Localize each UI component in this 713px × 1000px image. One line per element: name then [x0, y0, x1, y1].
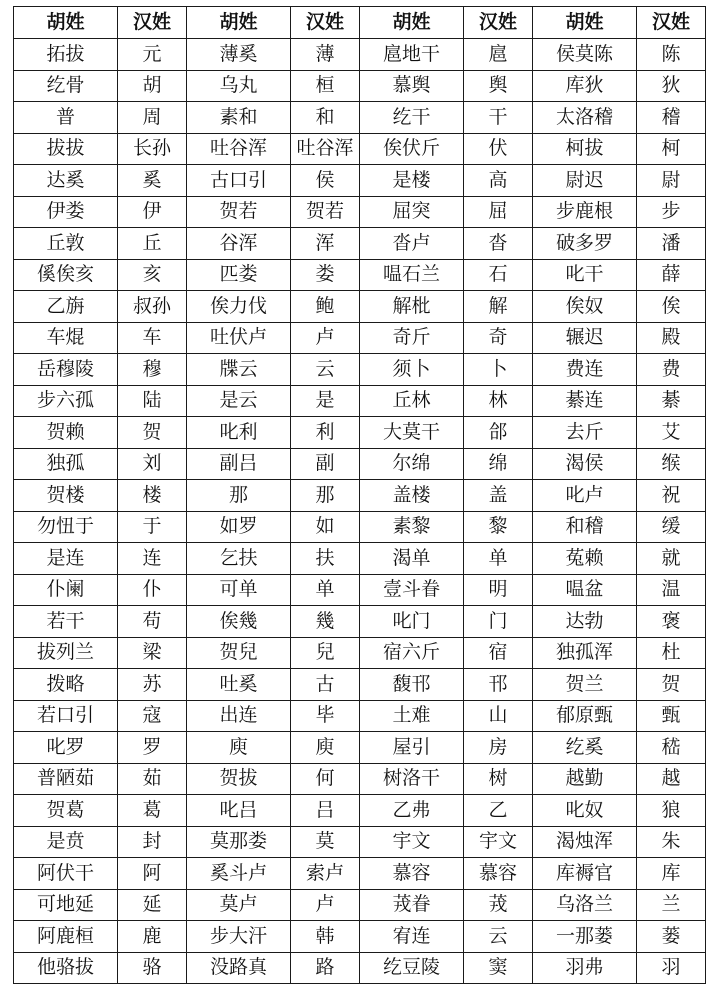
hu-surname-cell: 步大汗	[187, 921, 291, 953]
han-surname-cell: 罗	[118, 732, 187, 764]
header-hu-surname: 胡姓	[533, 7, 637, 39]
hu-surname-cell: 庾	[187, 732, 291, 764]
han-surname-cell: 兰	[637, 889, 706, 921]
hu-surname-cell: 渴侯	[533, 448, 637, 480]
header-row	[14, 7, 706, 39]
hu-surname-cell: 费连	[533, 354, 637, 386]
hu-surname-cell: 库褥官	[533, 858, 637, 890]
hu-surname-cell: 素和	[187, 102, 291, 134]
hu-surname-cell: 贺赖	[14, 417, 118, 449]
header-han-surname: 汉姓	[291, 7, 360, 39]
han-surname-cell: 苟	[118, 606, 187, 638]
han-surname-cell: 于	[118, 511, 187, 543]
hu-surname-cell: 丘敦	[14, 228, 118, 260]
han-surname-cell: 仆	[118, 574, 187, 606]
han-surname-cell: 叔孙	[118, 291, 187, 323]
hu-surname-cell: 拨略	[14, 669, 118, 701]
hu-surname-cell: 俟奴	[533, 291, 637, 323]
han-surname-cell: 盖	[464, 480, 533, 512]
hu-surname-cell: 步六孤	[14, 385, 118, 417]
han-surname-cell: 杜	[637, 637, 706, 669]
surname-table	[13, 6, 706, 984]
hu-surname-cell: 是连	[14, 543, 118, 575]
han-surname-cell: 屈	[464, 196, 533, 228]
han-surname-cell: 车	[118, 322, 187, 354]
hu-surname-cell: 乌洛兰	[533, 889, 637, 921]
han-surname-cell: 薛	[637, 259, 706, 291]
hu-surname-cell: 贺兒	[187, 637, 291, 669]
han-surname-cell: 窦	[464, 952, 533, 984]
han-surname-cell: 解	[464, 291, 533, 323]
han-surname-cell: 褒	[637, 606, 706, 638]
han-surname-cell: 陈	[637, 39, 706, 71]
han-surname-cell: 丘	[118, 228, 187, 260]
hu-surname-cell: 俟伏斤	[360, 133, 464, 165]
han-surname-cell: 温	[637, 574, 706, 606]
han-surname-cell: 沓	[464, 228, 533, 260]
han-surname-cell: 费	[637, 354, 706, 386]
hu-surname-cell: 普	[14, 102, 118, 134]
han-surname-cell: 艾	[637, 417, 706, 449]
han-surname-cell: 宿	[464, 637, 533, 669]
hu-surname-cell: 宇文	[360, 826, 464, 858]
hu-surname-cell: 是贲	[14, 826, 118, 858]
hu-surname-cell: 谷浑	[187, 228, 291, 260]
hu-surname-cell: 壹斗眷	[360, 574, 464, 606]
han-surname-cell: 俟	[637, 291, 706, 323]
han-surname-cell: 云	[291, 354, 360, 386]
hu-surname-cell: 库狄	[533, 70, 637, 102]
han-surname-cell: 延	[118, 889, 187, 921]
hu-surname-cell: 车焜	[14, 322, 118, 354]
hu-surname-cell: 薄奚	[187, 39, 291, 71]
han-surname-cell: 房	[464, 732, 533, 764]
hu-surname-cell: 渴烛浑	[533, 826, 637, 858]
han-surname-cell: 是	[291, 385, 360, 417]
han-surname-cell: 贺	[118, 417, 187, 449]
hu-surname-cell: 贺葛	[14, 795, 118, 827]
hu-surname-cell: 茙眷	[360, 889, 464, 921]
hu-surname-cell: 尔绵	[360, 448, 464, 480]
hu-surname-cell: 乌丸	[187, 70, 291, 102]
table-body	[14, 39, 706, 984]
han-surname-cell: 封	[118, 826, 187, 858]
hu-surname-cell: 纥骨	[14, 70, 118, 102]
han-surname-cell: 莫	[291, 826, 360, 858]
hu-surname-cell: 解枇	[360, 291, 464, 323]
hu-surname-cell: 去斤	[533, 417, 637, 449]
han-surname-cell: 娄	[291, 259, 360, 291]
hu-surname-cell: 阿鹿桓	[14, 921, 118, 953]
hu-surname-cell: 破多罗	[533, 228, 637, 260]
hu-surname-cell: 辗迟	[533, 322, 637, 354]
table-row	[14, 889, 706, 921]
han-surname-cell: 伊	[118, 196, 187, 228]
hu-surname-cell: 和稽	[533, 511, 637, 543]
hu-surname-cell: 宿六斤	[360, 637, 464, 669]
hu-surname-cell: 仆阑	[14, 574, 118, 606]
hu-surname-cell: 没路真	[187, 952, 291, 984]
hu-surname-cell: 伊娄	[14, 196, 118, 228]
han-surname-cell: 浑	[291, 228, 360, 260]
han-surname-cell: 刘	[118, 448, 187, 480]
han-surname-cell: 卜	[464, 354, 533, 386]
hu-surname-cell: 达奚	[14, 165, 118, 197]
han-surname-cell: 舆	[464, 70, 533, 102]
table-row	[14, 70, 706, 102]
han-surname-cell: 薄	[291, 39, 360, 71]
hu-surname-cell: 若干	[14, 606, 118, 638]
hu-surname-cell: 树洛干	[360, 763, 464, 795]
table-row	[14, 385, 706, 417]
hu-surname-cell: 乙旃	[14, 291, 118, 323]
han-surname-cell: 桓	[291, 70, 360, 102]
table-row	[14, 637, 706, 669]
han-surname-cell: 苏	[118, 669, 187, 701]
hu-surname-cell: 独孤浑	[533, 637, 637, 669]
han-surname-cell: 索卢	[291, 858, 360, 890]
table-row	[14, 669, 706, 701]
hu-surname-cell: 纥豆陵	[360, 952, 464, 984]
han-surname-cell: 祝	[637, 480, 706, 512]
header-han-surname: 汉姓	[637, 7, 706, 39]
hu-surname-cell: 俟幾	[187, 606, 291, 638]
hu-surname-cell: 拔列兰	[14, 637, 118, 669]
han-surname-cell: 树	[464, 763, 533, 795]
han-surname-cell: 长孙	[118, 133, 187, 165]
hu-surname-cell: 纥干	[360, 102, 464, 134]
han-surname-cell: 寇	[118, 700, 187, 732]
hu-surname-cell: 牒云	[187, 354, 291, 386]
han-surname-cell: 扈	[464, 39, 533, 71]
han-surname-cell: 郃	[464, 417, 533, 449]
han-surname-cell: 库	[637, 858, 706, 890]
hu-surname-cell: 岳穆陵	[14, 354, 118, 386]
han-surname-cell: 古	[291, 669, 360, 701]
hu-surname-cell: 如罗	[187, 511, 291, 543]
table-row	[14, 543, 706, 575]
hu-surname-cell: 慕容	[360, 858, 464, 890]
hu-surname-cell: 綦连	[533, 385, 637, 417]
table-row	[14, 858, 706, 890]
han-surname-cell: 骆	[118, 952, 187, 984]
han-surname-cell: 门	[464, 606, 533, 638]
han-surname-cell: 胡	[118, 70, 187, 102]
table-row	[14, 826, 706, 858]
table-row	[14, 196, 706, 228]
han-surname-cell: 贺	[637, 669, 706, 701]
han-surname-cell: 韩	[291, 921, 360, 953]
hu-surname-cell: 独孤	[14, 448, 118, 480]
han-surname-cell: 鹿	[118, 921, 187, 953]
hu-surname-cell: 慕舆	[360, 70, 464, 102]
han-surname-cell: 云	[464, 921, 533, 953]
table-row	[14, 763, 706, 795]
han-surname-cell: 石	[464, 259, 533, 291]
hu-surname-cell: 柯拔	[533, 133, 637, 165]
hu-surname-cell: 乙弗	[360, 795, 464, 827]
han-surname-cell: 高	[464, 165, 533, 197]
han-surname-cell: 副	[291, 448, 360, 480]
hu-surname-cell: 贺若	[187, 196, 291, 228]
table-row	[14, 448, 706, 480]
han-surname-cell: 干	[464, 102, 533, 134]
hu-surname-cell: 沓卢	[360, 228, 464, 260]
han-surname-cell: 羽	[637, 952, 706, 984]
header-hu-surname: 胡姓	[360, 7, 464, 39]
han-surname-cell: 利	[291, 417, 360, 449]
hu-surname-cell: 叱干	[533, 259, 637, 291]
han-surname-cell: 何	[291, 763, 360, 795]
table-row	[14, 952, 706, 984]
hu-surname-cell: 土难	[360, 700, 464, 732]
hu-surname-cell: 古口引	[187, 165, 291, 197]
han-surname-cell: 陆	[118, 385, 187, 417]
hu-surname-cell: 阿伏干	[14, 858, 118, 890]
hu-surname-cell: 吐奚	[187, 669, 291, 701]
table-row	[14, 228, 706, 260]
han-surname-cell: 亥	[118, 259, 187, 291]
header-hu-surname: 胡姓	[187, 7, 291, 39]
table-row	[14, 322, 706, 354]
han-surname-cell: 稽	[637, 102, 706, 134]
han-surname-cell: 山	[464, 700, 533, 732]
han-surname-cell: 狄	[637, 70, 706, 102]
hu-surname-cell: 尉迟	[533, 165, 637, 197]
hu-surname-cell: 奚斗卢	[187, 858, 291, 890]
hu-surname-cell: 吐谷浑	[187, 133, 291, 165]
table-row	[14, 102, 706, 134]
header-han-surname: 汉姓	[464, 7, 533, 39]
han-surname-cell: 侯	[291, 165, 360, 197]
han-surname-cell: 绵	[464, 448, 533, 480]
han-surname-cell: 如	[291, 511, 360, 543]
hu-surname-cell: 莫卢	[187, 889, 291, 921]
han-surname-cell: 单	[291, 574, 360, 606]
han-surname-cell: 殿	[637, 322, 706, 354]
header-hu-surname: 胡姓	[14, 7, 118, 39]
han-surname-cell: 卢	[291, 889, 360, 921]
hu-surname-cell: 纥奚	[533, 732, 637, 764]
hu-surname-cell: 叱奴	[533, 795, 637, 827]
hu-surname-cell: 奇斤	[360, 322, 464, 354]
hu-surname-cell: 素黎	[360, 511, 464, 543]
han-surname-cell: 庾	[291, 732, 360, 764]
hu-surname-cell: 贺拔	[187, 763, 291, 795]
hu-surname-cell: 屈突	[360, 196, 464, 228]
table-row	[14, 574, 706, 606]
hu-surname-cell: 叱门	[360, 606, 464, 638]
table-row	[14, 165, 706, 197]
hu-surname-cell: 是云	[187, 385, 291, 417]
hu-surname-cell: 叱罗	[14, 732, 118, 764]
han-surname-cell: 嵇	[637, 732, 706, 764]
han-surname-cell: 黎	[464, 511, 533, 543]
table-row	[14, 354, 706, 386]
han-surname-cell: 吐谷浑	[291, 133, 360, 165]
hu-surname-cell: 扈地干	[360, 39, 464, 71]
table-row	[14, 133, 706, 165]
hu-surname-cell: 大莫干	[360, 417, 464, 449]
han-surname-cell: 周	[118, 102, 187, 134]
hu-surname-cell: 莫那娄	[187, 826, 291, 858]
hu-surname-cell: 副吕	[187, 448, 291, 480]
han-surname-cell: 元	[118, 39, 187, 71]
hu-surname-cell: 俟力伐	[187, 291, 291, 323]
hu-surname-cell: 羽弗	[533, 952, 637, 984]
hu-surname-cell: 勿忸于	[14, 511, 118, 543]
han-surname-cell: 卢	[291, 322, 360, 354]
hu-surname-cell: 可单	[187, 574, 291, 606]
han-surname-cell: 奇	[464, 322, 533, 354]
hu-surname-cell: 馥邗	[360, 669, 464, 701]
table-row	[14, 700, 706, 732]
han-surname-cell: 幾	[291, 606, 360, 638]
han-surname-cell: 单	[464, 543, 533, 575]
hu-surname-cell: 他骆拔	[14, 952, 118, 984]
han-surname-cell: 乙	[464, 795, 533, 827]
hu-surname-cell: 若口引	[14, 700, 118, 732]
hu-surname-cell: 屋引	[360, 732, 464, 764]
han-surname-cell: 毕	[291, 700, 360, 732]
table-row	[14, 417, 706, 449]
han-surname-cell: 朱	[637, 826, 706, 858]
hu-surname-cell: 匹娄	[187, 259, 291, 291]
hu-surname-cell: 一那蒌	[533, 921, 637, 953]
han-surname-cell: 吕	[291, 795, 360, 827]
hu-surname-cell: 渴单	[360, 543, 464, 575]
hu-surname-cell: 是楼	[360, 165, 464, 197]
han-surname-cell: 步	[637, 196, 706, 228]
hu-surname-cell: 拔拔	[14, 133, 118, 165]
hu-surname-cell: 叱利	[187, 417, 291, 449]
hu-surname-cell: 须卜	[360, 354, 464, 386]
table-row	[14, 921, 706, 953]
han-surname-cell: 茙	[464, 889, 533, 921]
hu-surname-cell: 嗢盆	[533, 574, 637, 606]
table-row	[14, 259, 706, 291]
han-surname-cell: 潘	[637, 228, 706, 260]
hu-surname-cell: 丘林	[360, 385, 464, 417]
table-row	[14, 795, 706, 827]
han-surname-cell: 茹	[118, 763, 187, 795]
hu-surname-cell: 可地延	[14, 889, 118, 921]
han-surname-cell: 尉	[637, 165, 706, 197]
han-surname-cell: 贺若	[291, 196, 360, 228]
hu-surname-cell: 太洛稽	[533, 102, 637, 134]
hu-surname-cell: 乞扶	[187, 543, 291, 575]
han-surname-cell: 和	[291, 102, 360, 134]
han-surname-cell: 宇文	[464, 826, 533, 858]
han-surname-cell: 穆	[118, 354, 187, 386]
han-surname-cell: 越	[637, 763, 706, 795]
han-surname-cell: 蒌	[637, 921, 706, 953]
han-surname-cell: 伏	[464, 133, 533, 165]
hu-surname-cell: 吐伏卢	[187, 322, 291, 354]
table-row	[14, 480, 706, 512]
han-surname-cell: 葛	[118, 795, 187, 827]
han-surname-cell: 慕容	[464, 858, 533, 890]
han-surname-cell: 那	[291, 480, 360, 512]
hu-surname-cell: 出连	[187, 700, 291, 732]
hu-surname-cell: 越勤	[533, 763, 637, 795]
table-header	[14, 7, 706, 39]
han-surname-cell: 缓	[637, 511, 706, 543]
hu-surname-cell: 盖楼	[360, 480, 464, 512]
hu-surname-cell: 叱卢	[533, 480, 637, 512]
hu-surname-cell: 贺楼	[14, 480, 118, 512]
hu-surname-cell: 郁原甄	[533, 700, 637, 732]
han-surname-cell: 连	[118, 543, 187, 575]
table-row	[14, 511, 706, 543]
han-surname-cell: 阿	[118, 858, 187, 890]
han-surname-cell: 狼	[637, 795, 706, 827]
hu-surname-cell: 贺兰	[533, 669, 637, 701]
table-row	[14, 39, 706, 71]
han-surname-cell: 兒	[291, 637, 360, 669]
han-surname-cell: 邗	[464, 669, 533, 701]
han-surname-cell: 路	[291, 952, 360, 984]
hu-surname-cell: 那	[187, 480, 291, 512]
hu-surname-cell: 普陋茹	[14, 763, 118, 795]
hu-surname-cell: 拓拔	[14, 39, 118, 71]
han-surname-cell: 甄	[637, 700, 706, 732]
table-row	[14, 606, 706, 638]
table-row	[14, 291, 706, 323]
han-surname-cell: 扶	[291, 543, 360, 575]
han-surname-cell: 梁	[118, 637, 187, 669]
hu-surname-cell: 侯莫陈	[533, 39, 637, 71]
table-row	[14, 732, 706, 764]
hu-surname-cell: 菟赖	[533, 543, 637, 575]
han-surname-cell: 柯	[637, 133, 706, 165]
han-surname-cell: 缑	[637, 448, 706, 480]
han-surname-cell: 綦	[637, 385, 706, 417]
hu-surname-cell: 傒俟亥	[14, 259, 118, 291]
han-surname-cell: 鲍	[291, 291, 360, 323]
han-surname-cell: 就	[637, 543, 706, 575]
hu-surname-cell: 步鹿根	[533, 196, 637, 228]
han-surname-cell: 奚	[118, 165, 187, 197]
header-han-surname: 汉姓	[118, 7, 187, 39]
hu-surname-cell: 宥连	[360, 921, 464, 953]
hu-surname-cell: 叱吕	[187, 795, 291, 827]
han-surname-cell: 林	[464, 385, 533, 417]
han-surname-cell: 楼	[118, 480, 187, 512]
han-surname-cell: 明	[464, 574, 533, 606]
hu-surname-cell: 嗢石兰	[360, 259, 464, 291]
hu-surname-cell: 达勃	[533, 606, 637, 638]
